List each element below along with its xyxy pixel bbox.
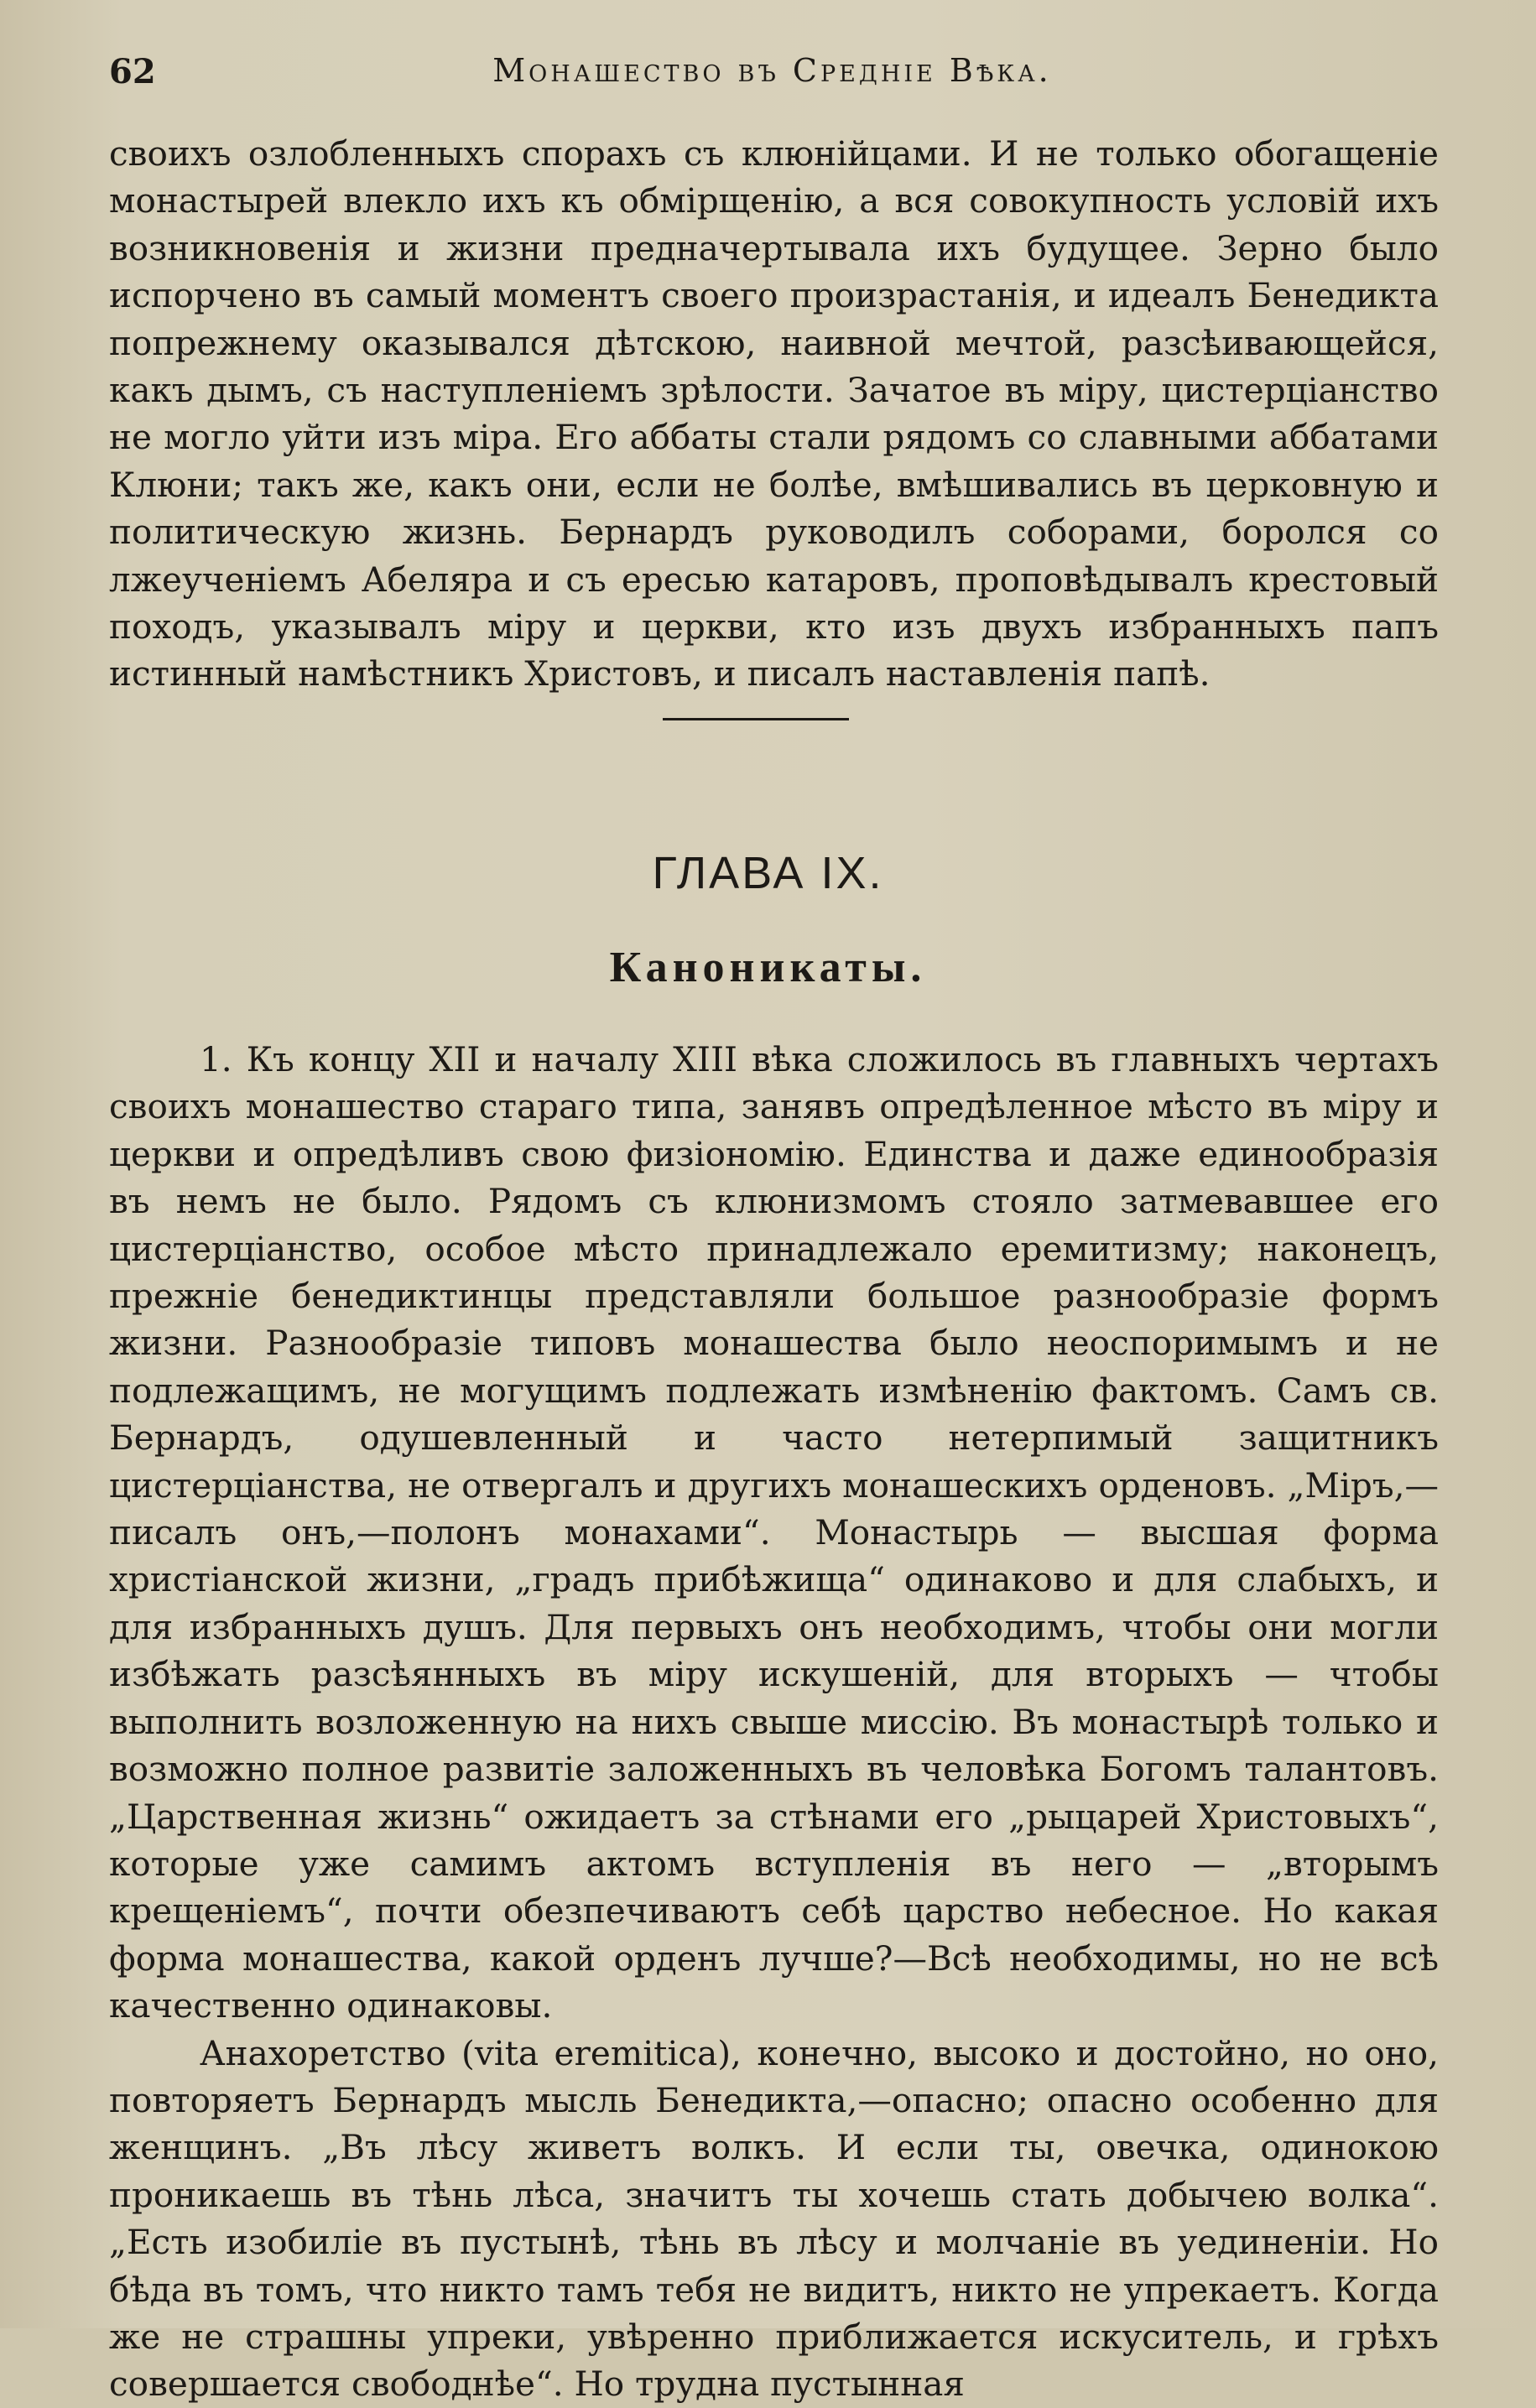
top-text-block bbox=[109, 130, 1439, 698]
paragraph: Анахоретство (vita eremitica), конечно, высоко и достойно, но оно, повторяетъ Бернардъ мысль Бенедикта,—опасно; опасно особенно для женщинъ. „Въ лѣсу живетъ волкъ. И если ты, овечка, одинокою проникаешь въ тѣнь лѣса, значитъ ты хочешь стать добычею волка“. „Есть изобиліе въ пустынѣ, тѣнь въ лѣсу и молчаніе въ уединеніи. Но бѣда въ томъ, что никто тамъ тебя не видитъ, никто не упрекаетъ. Когда же не страшны упреки, увѣренно приближается искуситель, и грѣхъ совершается свободнѣе“. Но трудна пустынная bbox=[109, 2032, 1439, 2405]
chapter-heading: ГЛАВА IX. bbox=[652, 848, 884, 898]
section-divider bbox=[663, 718, 849, 720]
chapter-subtitle: Каноникаты. bbox=[609, 944, 927, 991]
chapter-body bbox=[109, 1036, 1439, 2408]
paragraph: своихъ озлобленныхъ спорахъ съ клюнійцами. И не только обогащеніе монастырей влекло ихъ къ обмірщенію, а вся совокупность условій ихъ возникновенія и жизни предначертывала ихъ будущее. Зерно было испорчено въ самый моментъ своего произрастанія, и идеалъ Бенедикта попрежнему оказывался дѣтскою, наивной мечтой, разсѣивающейся, какъ дымъ, съ наступленіемъ зрѣлости. Зачатое въ міру, цистерціанство не могло уйти изъ міра. Его аббаты стали рядомъ со славными аббатами Клюни; такъ же, какъ они, если не болѣе, вмѣшивались въ церковную и политическую жизнь. Бернардъ руководилъ соборами, боролся со лжеученіемъ Абеляра и съ ересью катаровъ, проповѣдывалъ крестовый походъ, указывалъ міру и церкви, кто изъ двухъ избранныхъ папъ истинный намѣстникъ Христовъ, и писалъ наставленія папѣ. bbox=[109, 133, 1439, 694]
page-number: 62 bbox=[109, 52, 156, 91]
running-title: Монашество въ Средніе Вѣка. bbox=[492, 52, 1052, 89]
paragraph: 1. Къ концу XII и началу XIII вѣка сложилось въ главныхъ чертахъ своихъ монашество стараго типа, занявъ опредѣленное мѣсто въ міру и церкви и опредѣливъ свою физіономію. Единства и даже единообразія въ немъ не было. Рядомъ съ клюнизмомъ стояло затмевавшее его цистерціанство, особое мѣсто принадлежало еремитизму; наконецъ, прежніе бенедиктинцы представляли большое разнообразіе формъ жизни. Разнообразіе типовъ монашества было неоспоримымъ и не подлежащимъ, не могущимъ подлежать измѣненію фактомъ. Самъ св. Бернардъ, одушевленный и часто нетерпимый защитникъ цистерціанства, не отвергалъ и другихъ монашескихъ орденовъ. „Міръ,—писалъ онъ,—полонъ монахами“. Монастырь — высшая форма христіанской жизни, „градъ прибѣжища“ одинаково и для слабыхъ, и для избранныхъ душъ. Для первыхъ онъ необходимъ, чтобы они могли избѣжать разсѣянныхъ въ міру искушеній, для вторыхъ — чтобы выполнить возложенную на нихъ свыше миссію. Въ монастырѣ только и возможно полное развитіе заложенныхъ въ человѣка Богомъ талантовъ. „Царственная жизнь“ ожидаетъ за стѣнами его „рыцарей Христовыхъ“, которые уже самимъ актомъ вступленія въ него — „вторымъ крещеніемъ“, почти обезпечиваютъ себѣ царство небесное. Но какая форма монашества, какой орденъ лучше?—Всѣ необходимы, но не всѣ качественно одинаковы. bbox=[109, 1039, 1439, 2026]
running-head bbox=[109, 49, 1435, 99]
